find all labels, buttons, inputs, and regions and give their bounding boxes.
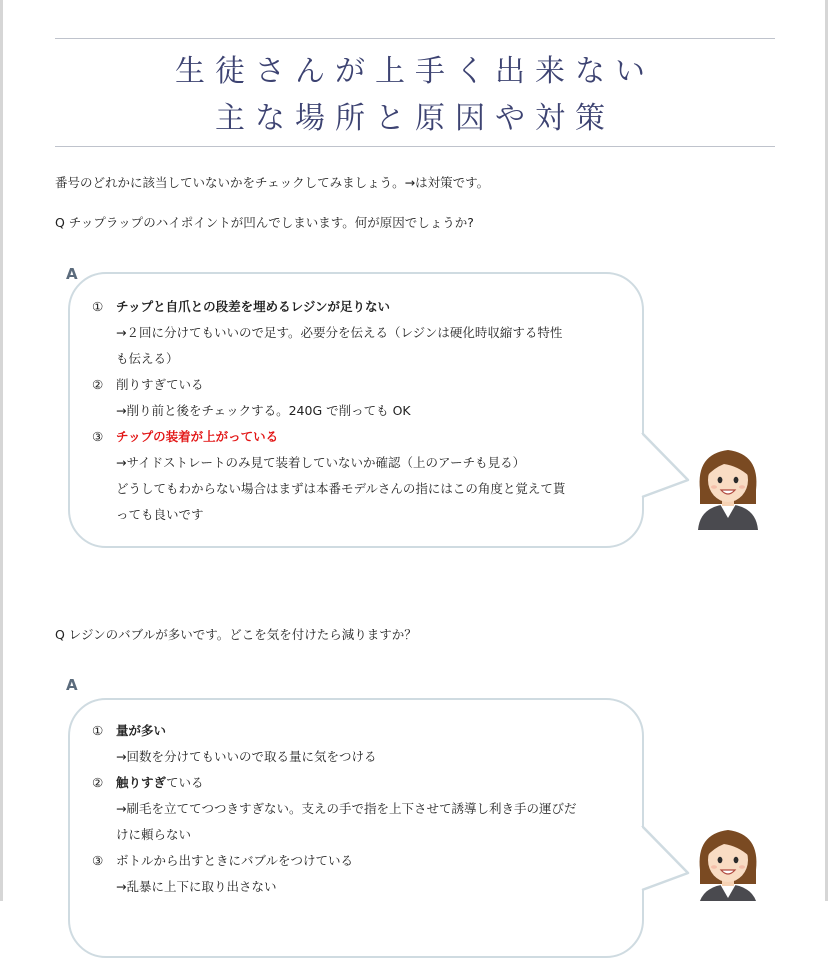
answer-2-item-1-head	[92, 721, 166, 739]
title-top-rule	[55, 38, 775, 39]
answer-2-item-3-line-1: →乱暴に上下に取り出さない	[116, 879, 277, 894]
intro-text: 番号のどれかに該当していないかをチェックしてみましょう。→は対策です。	[55, 175, 490, 190]
item-heading: 触りすぎ	[116, 775, 167, 790]
answer-1-item-1-head	[92, 297, 390, 315]
answer-label-1: A	[66, 265, 78, 283]
title-line-2: 主な場所と原因や対策	[215, 101, 615, 136]
item-number: ③	[92, 429, 104, 444]
answer-2-item-1-line-1: →回数を分けてもいいので取る量に気をつける	[116, 749, 377, 764]
item-number: ③	[92, 853, 104, 868]
question-1: Q チップラップのハイポイントが凹んでしまいます。何が原因でしょうか?	[55, 215, 474, 230]
item-heading: チップと自爪との段差を埋めるレジンが足りない	[116, 299, 391, 314]
item-heading: チップの装着が上がっている	[116, 429, 279, 444]
title-bottom-rule	[55, 146, 775, 147]
answer-1-item-2-line-1: →削り前と後をチェックする。240G で削っても OK	[116, 403, 411, 418]
woman-avatar-icon	[690, 440, 766, 530]
item-heading: 量が多い	[116, 723, 167, 738]
question-2: Q レジンのバブルが多いです。どこを気を付けたら減りますか？	[55, 627, 417, 642]
answer-1-item-3-line-1: →サイドストレートのみ見て装着していないか確認（上のアーチも見る）	[116, 455, 526, 470]
woman-avatar-icon	[690, 820, 766, 901]
page-edge-left	[0, 0, 3, 901]
answer-label-2: A	[66, 676, 78, 694]
answer-2-item-2-line-1: →刷毛を立ててつつきすぎない。支えの手で指を上下させて誘導し利き手の運びだ	[116, 801, 577, 816]
answer-1-item-2-head	[92, 375, 204, 393]
answer-2-item-2-head	[92, 773, 204, 791]
answer-1-item-1-line-1: →２回に分けてもいいので足す。必要分を伝える（レジンは硬化時収縮する特性	[116, 325, 563, 340]
item-heading-tail: ている	[166, 775, 204, 790]
speech-bubble-tail-2	[638, 818, 698, 898]
item-number: ②	[92, 377, 104, 392]
speech-bubble-tail-1	[638, 425, 698, 505]
answer-2-item-3-head	[92, 851, 353, 869]
title-line-1: 生徒さんが上手く出来ない	[175, 54, 655, 89]
item-heading: ボトルから出すときにバブルをつけている	[116, 853, 354, 868]
answer-1-item-3-line-3: っても良いです	[116, 507, 204, 522]
answer-1-item-3-line-2: どうしてもわからない場合はまずは本番モデルさんの指にはこの角度と覚えて貰	[116, 481, 566, 496]
item-heading: 削りすぎている	[116, 377, 204, 392]
answer-2-item-2-line-2: けに頼らない	[116, 827, 192, 842]
answer-1-item-1-line-2: も伝える）	[116, 351, 179, 366]
answer-1-item-3-head	[92, 427, 278, 445]
item-number: ②	[92, 775, 104, 790]
item-number: ①	[92, 299, 104, 314]
item-number: ①	[92, 723, 104, 738]
